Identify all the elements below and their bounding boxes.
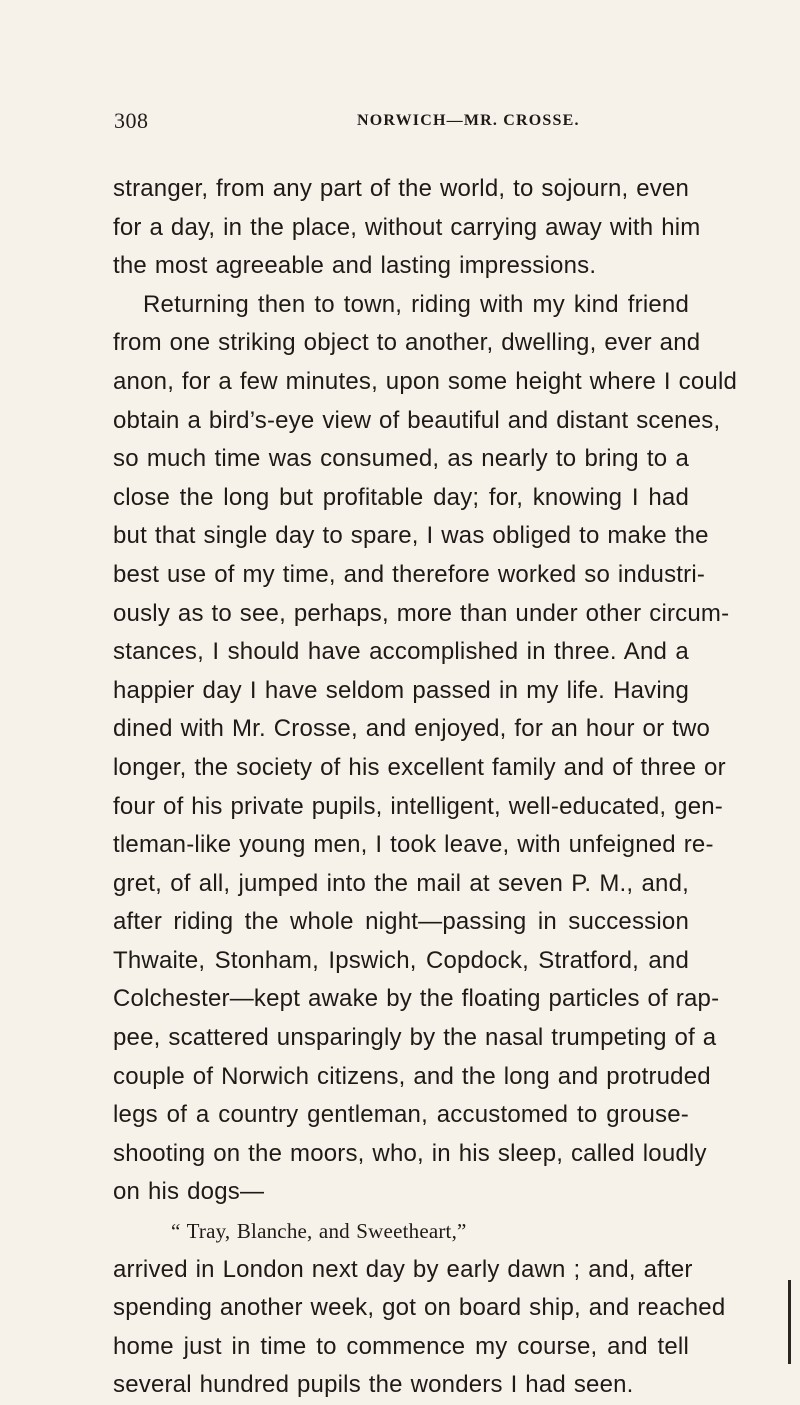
text-line: spending another week, got on board ship, and reached <box>113 1294 726 1322</box>
text-line: shooting on the moors, who, in his sleep, called loudly <box>113 1139 707 1167</box>
text-line: anon, for a few minutes, upon some height where I could <box>113 367 738 395</box>
text-line: gret, of all, jumped into the mail at seven P. M., and, <box>113 869 689 897</box>
text-line: close the long but profitable day; for, knowing I had <box>113 483 689 511</box>
text-line: Thwaite, Stonham, Ipswich, Copdock, Stratford, and <box>113 946 689 974</box>
page-edge-mark <box>788 1280 791 1364</box>
text-line: home just in time to commence my course, and tell <box>113 1332 689 1360</box>
text-line: pee, scattered unsparingly by the nasal trumpeting of a <box>113 1024 717 1052</box>
text-line: from one striking object to another, dwelling, ever and <box>113 329 701 357</box>
body-text <box>113 170 738 1405</box>
text-line: stranger, from any part of the world, to sojourn, even <box>113 175 690 202</box>
text-line: legs of a country gentleman, accustomed to grouse- <box>113 1101 689 1129</box>
running-head: NORWICH—MR. CROSSE. <box>357 112 580 129</box>
text-line: longer, the society of his excellent family and of three or <box>113 753 726 781</box>
text-line: stances, I should have accomplished in three. And a <box>113 638 689 666</box>
text-line: Returning then to town, riding with my kind friend <box>143 290 689 318</box>
text-line: ously as to see, perhaps, more than under other circum- <box>113 599 730 627</box>
quoted-line: “ Tray, Blanche, and Sweetheart,” <box>171 1219 467 1244</box>
text-line: four of his private pupils, intelligent, well-educated, gen- <box>113 792 723 820</box>
text-line: best use of my time, and therefore worked so industri- <box>113 560 706 588</box>
page-header <box>0 108 800 144</box>
text-line: tleman-like young men, I took leave, with unfeigned re- <box>113 831 714 859</box>
page-number: 308 <box>114 108 149 133</box>
text-line: couple of Norwich citizens, and the long and protruded <box>113 1062 711 1090</box>
text-line: happier day I have seldom passed in my life. Having <box>113 676 689 704</box>
text-line: Colchester—kept awake by the floating particles of rap- <box>113 985 720 1013</box>
text-line: so much time was consumed, as nearly to bring to a <box>113 445 689 473</box>
text-line: obtain a bird’s-eye view of beautiful and distant scenes, <box>113 406 721 434</box>
text-line: the most agreeable and lasting impressions. <box>113 252 597 280</box>
text-line: but that single day to spare, I was obliged to make the <box>113 522 709 550</box>
text-line: arrived in London next day by early dawn ; and, after <box>113 1255 693 1283</box>
text-line: for a day, in the place, without carrying away with him <box>113 213 701 241</box>
text-line: dined with Mr. Crosse, and enjoyed, for an hour or two <box>113 715 711 743</box>
text-line: on his dogs— <box>113 1178 265 1206</box>
text-line: several hundred pupils the wonders I had seen. <box>113 1371 634 1399</box>
text-line: after riding the whole night—passing in succession <box>113 908 689 936</box>
